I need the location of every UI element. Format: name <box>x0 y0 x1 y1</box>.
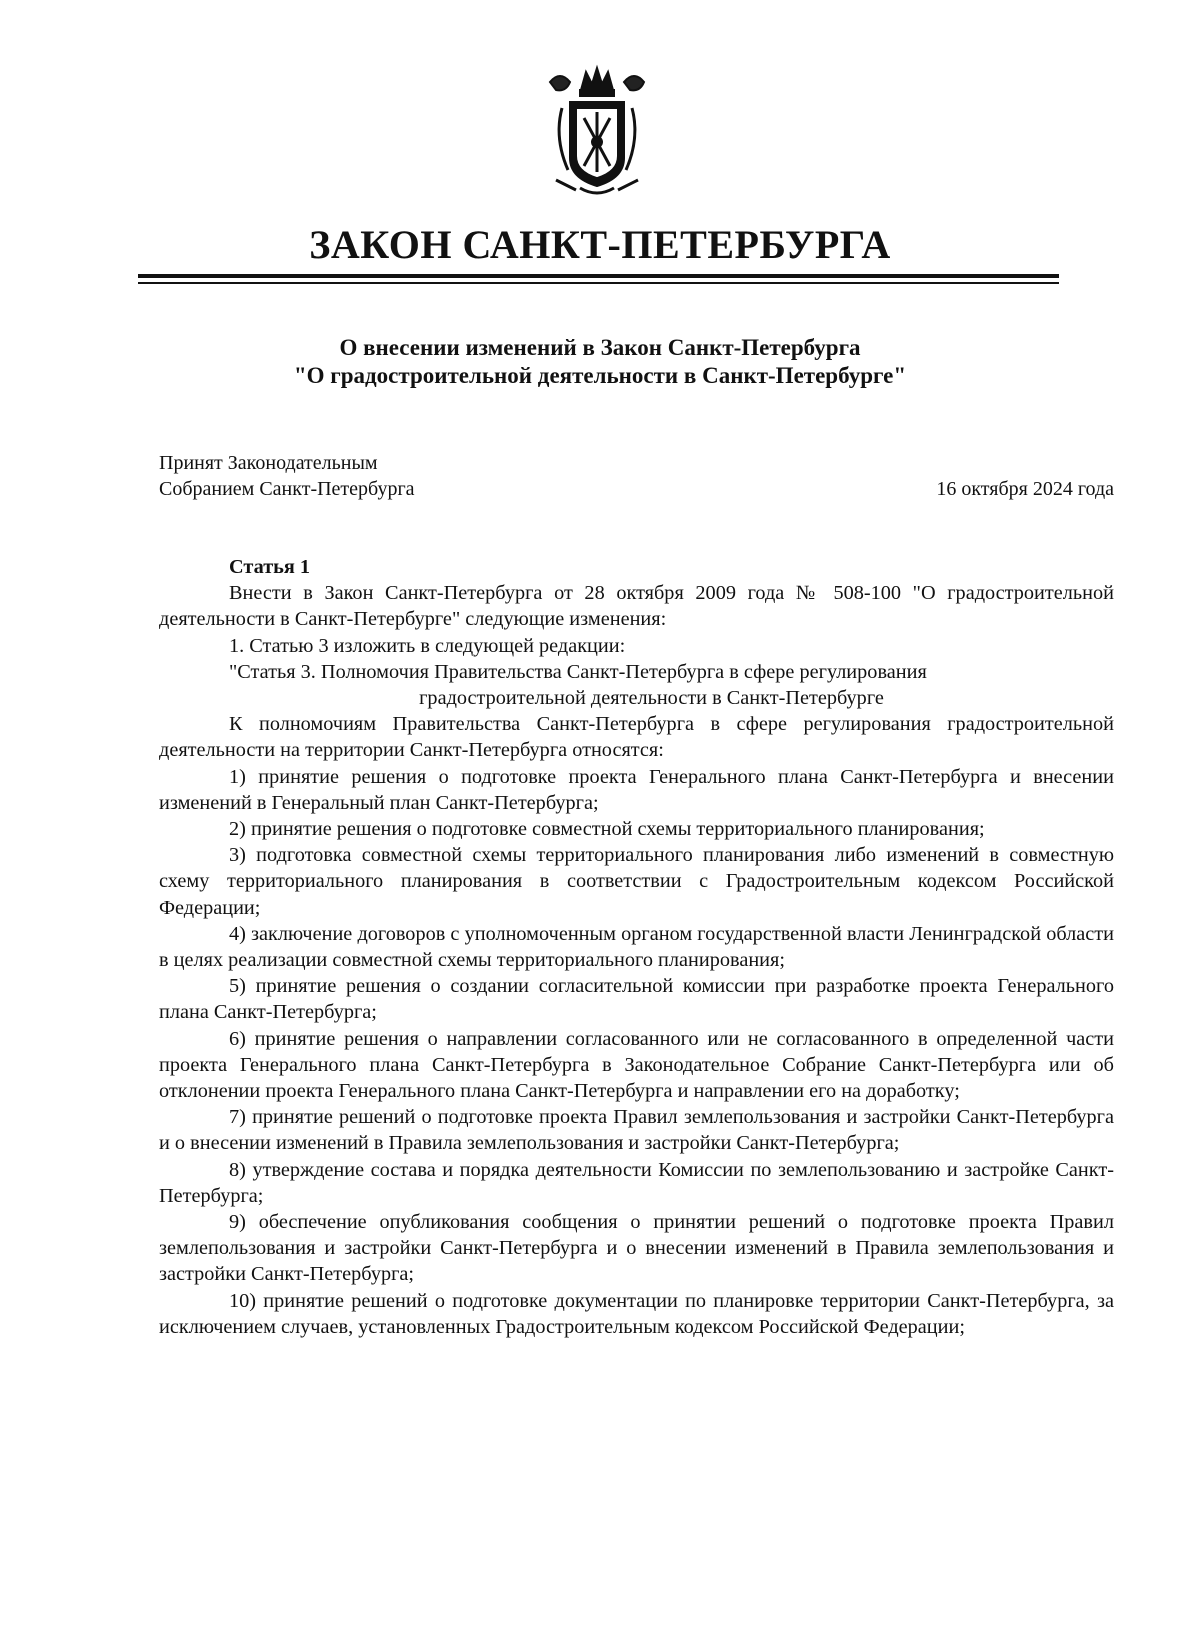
power-item-2: 2) принятие решения о подготовке совместной схемы территориального планирования; <box>229 818 985 841</box>
title-divider-thin <box>138 282 1059 284</box>
article-heading: Статья 1 <box>229 556 311 578</box>
coat-of-arms-icon <box>536 62 658 200</box>
paragraph-intro: Внести в Закон Санкт-Петербурга от 28 октября 2009 года № 508-100 "О градостроительной деятельности в Санкт-Петербурге" следующие изменения: <box>159 582 1114 631</box>
power-item-7: 7) принятие решений о подготовке проекта Правил землепользования и застройки Санкт-Петербурга и о внесении изменений в Правила землепользования и застройки Санкт-Петербурга; <box>159 1106 1114 1155</box>
power-item-10: 10) принятие решений о подготовке документации по планировке территории Санкт-Петербурга, за исключением случаев, установленных Градостроительным кодексом Российской Федерации; <box>159 1289 1114 1338</box>
title-divider-thick <box>138 274 1059 278</box>
law-subtitle <box>0 334 1200 390</box>
paragraph-item-1: 1. Статью 3 изложить в следующей редакции: <box>229 634 626 657</box>
article-3-heading-line-2: градостроительной деятельности в Санкт-Петербурге <box>419 687 884 710</box>
adoption-date: 16 октября 2024 года <box>936 478 1114 500</box>
power-item-8: 8) утверждение состава и порядка деятельности Комиссии по землепользованию и застройке Санкт-Петербурга; <box>159 1158 1114 1207</box>
article-3-heading-line-1: "Статья 3. Полномочия Правительства Санкт-Петербурга в сфере регулирования <box>229 660 927 683</box>
power-item-3: 3) подготовка совместной схемы территориального планирования либо изменений в совместную схему территориального планирования в соответствии с Градостроительным кодексом Российской Федерации; <box>159 844 1114 919</box>
adoption-note <box>159 450 415 502</box>
power-item-4: 4) заключение договоров с уполномоченным органом государственной власти Ленинградской области в целях реализации совместной схемы территориального планирования; <box>159 922 1114 972</box>
law-body <box>159 554 1114 1340</box>
adopted-line-2: Собранием Санкт-Петербурга <box>159 478 415 500</box>
power-item-1: 1) принятие решения о подготовке проекта Генерального плана Санкт-Петербурга и внесении изменений в Генеральный план Санкт-Петербурга; <box>159 765 1114 814</box>
subtitle-line-2: "О градостроительной деятельности в Санкт-Петербурге" <box>293 363 907 388</box>
power-item-5: 5) принятие решения о создании согласительной комиссии при разработке проекта Генерального плана Санкт-Петербурга; <box>159 975 1114 1024</box>
article-3-intro: К полномочиям Правительства Санкт-Петербурга в сфере регулирования градостроительной деятельности на территории Санкт-Петербурга относятся: <box>159 713 1114 762</box>
adopted-line-1: Принят Законодательным <box>159 452 378 474</box>
subtitle-line-1: О внесении изменений в Закон Санкт-Петербурга <box>339 335 861 360</box>
power-item-9: 9) обеспечение опубликования сообщения о принятии решений о подготовке проекта Правил землепользования и застройки Санкт-Петербурга и о внесении изменений в Правила землепользования и застройки Санкт-Петербурга; <box>159 1211 1114 1286</box>
law-title: ЗАКОН САНКТ-ПЕТЕРБУРГА <box>309 222 891 267</box>
power-item-6: 6) принятие решения о направлении согласованного или не согласованного в определенной части проекта Генерального плана Санкт-Петербурга в Законодательное Собрание Санкт-Петербурга или об отклонении проекта Генерального плана Санкт-Петербурга и направлении его на доработку; <box>159 1027 1114 1103</box>
